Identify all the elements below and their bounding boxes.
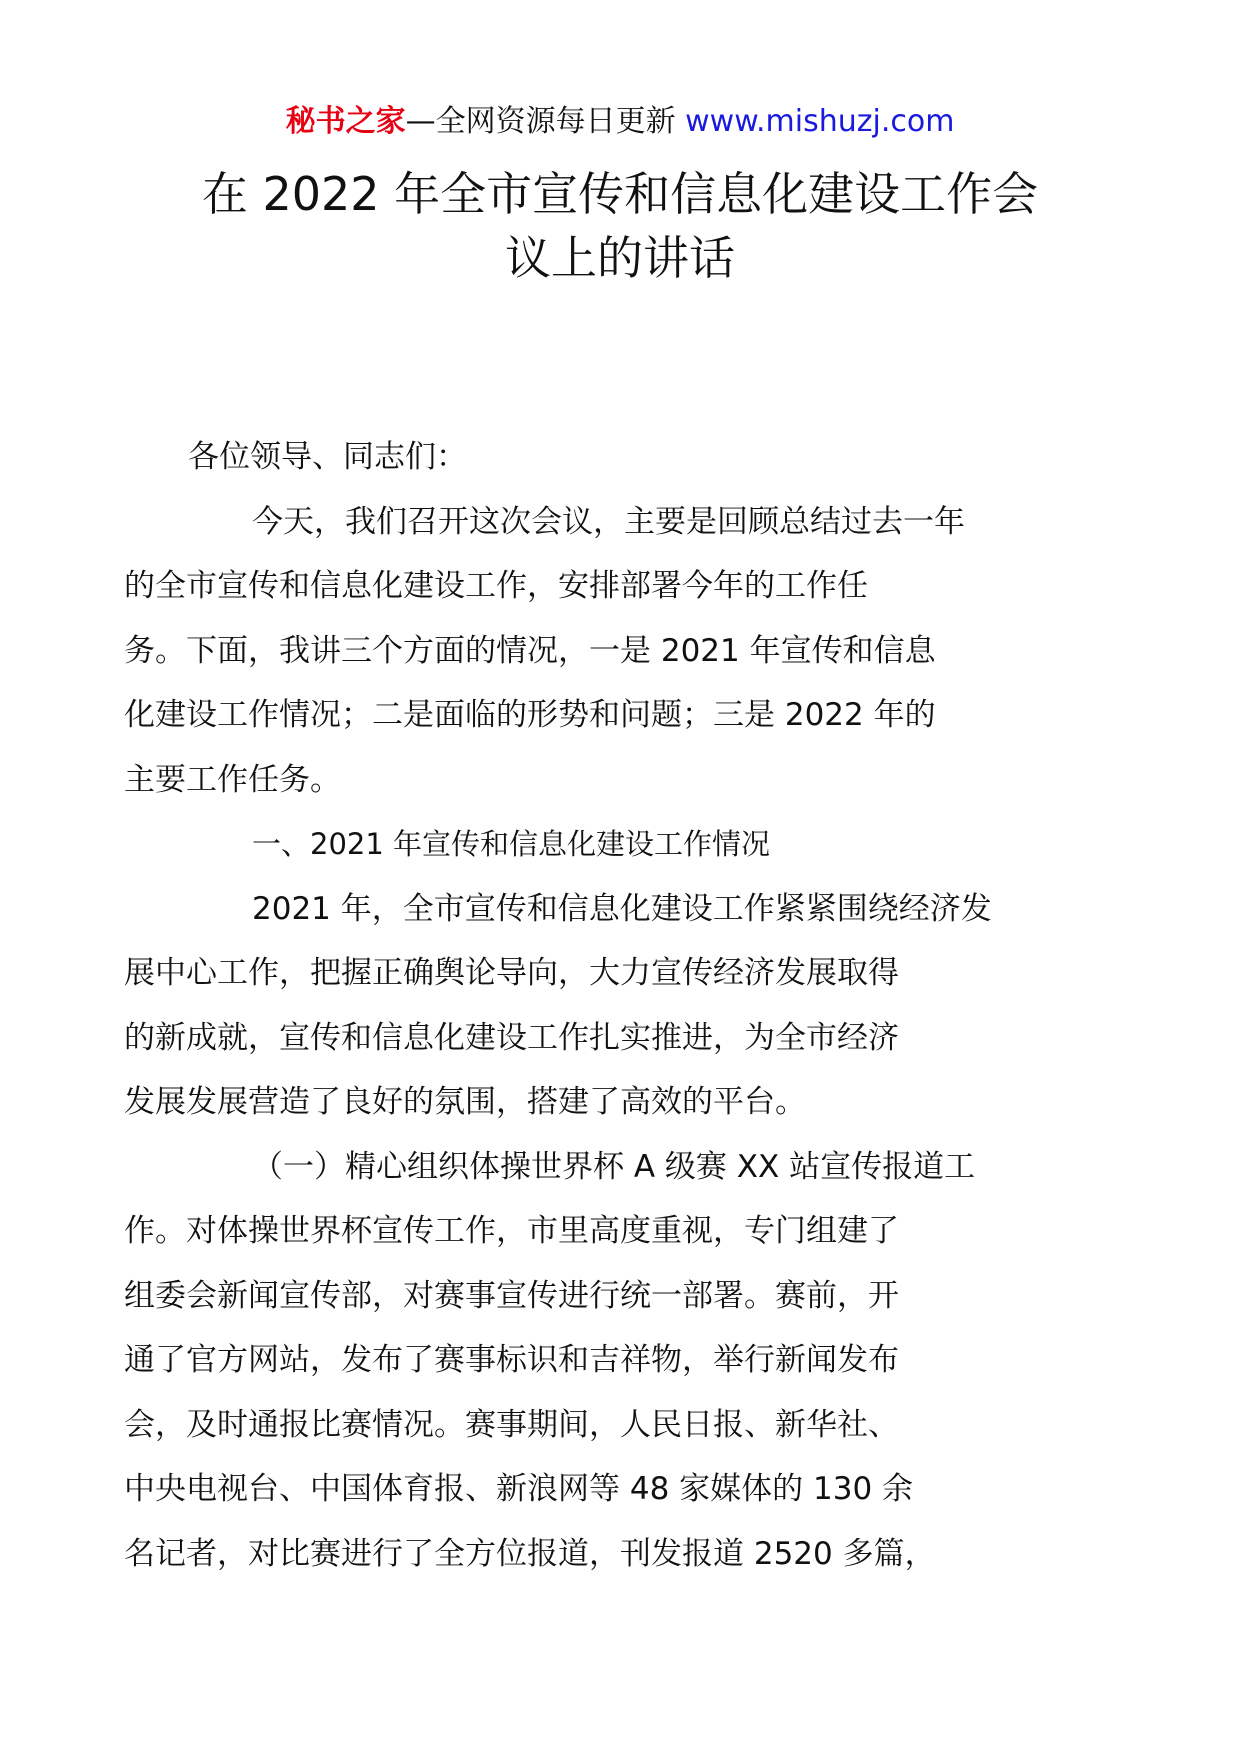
text-line: 主要工作任务。 <box>124 761 341 798</box>
intro-paragraph <box>124 490 1068 813</box>
title-line: 议上的讲话 <box>505 231 735 285</box>
site-header-banner <box>0 102 1240 142</box>
text-line: 发展发展营造了良好的氛围，搭建了高效的平台。 <box>124 1084 806 1120</box>
text-line: 组委会新闻宣传部，对赛事宣传进行统一部署。赛前，开 <box>124 1277 899 1314</box>
document-body <box>124 425 1068 1586</box>
title-line: 在 2022 年全市宣传和信息化建设工作会 <box>201 167 1039 221</box>
text-line: 2021 年，全市宣传和信息化建设工作紧紧围绕经济发 <box>252 890 992 927</box>
text-line: 的全市宣传和信息化建设工作，安排部署今年的工作任 <box>124 568 868 604</box>
salutation: 各位领导、同志们： <box>188 439 467 475</box>
brand-name: 秘书之家 <box>285 104 406 139</box>
body-paragraph <box>124 877 1068 1135</box>
text-line: 化建设工作情况；二是面临的形势和问题；三是 2022 年的 <box>124 697 936 733</box>
text-line: 名记者，对比赛进行了全方位报道，刊发报道 2520 多篇， <box>124 1535 936 1572</box>
text-line: 会，及时通报比赛情况。赛事期间，人民日报、新华社、 <box>124 1406 899 1443</box>
site-url-link[interactable]: www.mishuzj.com <box>685 104 955 139</box>
text-line: （一）精心组织体操世界杯 A 级赛 XX 站宣传报道工 <box>252 1148 976 1185</box>
text-line: 中央电视台、中国体育报、新浪网等 48 家媒体的 130 余 <box>124 1471 914 1507</box>
site-tagline: —全网资源每日更新 <box>405 104 676 139</box>
section-heading: 一、2021 年宣传和信息化建设工作情况 <box>252 827 771 861</box>
text-line: 务。下面，我讲三个方面的情况，一是 2021 年宣传和信息 <box>124 632 936 669</box>
text-line: 展中心工作，把握正确舆论导向，大力宣传经济发展取得 <box>124 955 899 991</box>
document-title <box>170 162 1070 290</box>
text-line: 的新成就，宣传和信息化建设工作扎实推进，为全市经济 <box>124 1019 899 1056</box>
text-line: 今天，我们召开这次会议，主要是回顾总结过去一年 <box>252 503 965 540</box>
text-line: 作。对体操世界杯宣传工作，市里高度重视，专门组建了 <box>124 1213 899 1249</box>
body-paragraph <box>124 1135 1068 1587</box>
text-line: 通了官方网站，发布了赛事标识和吉祥物，举行新闻发布 <box>124 1342 899 1378</box>
